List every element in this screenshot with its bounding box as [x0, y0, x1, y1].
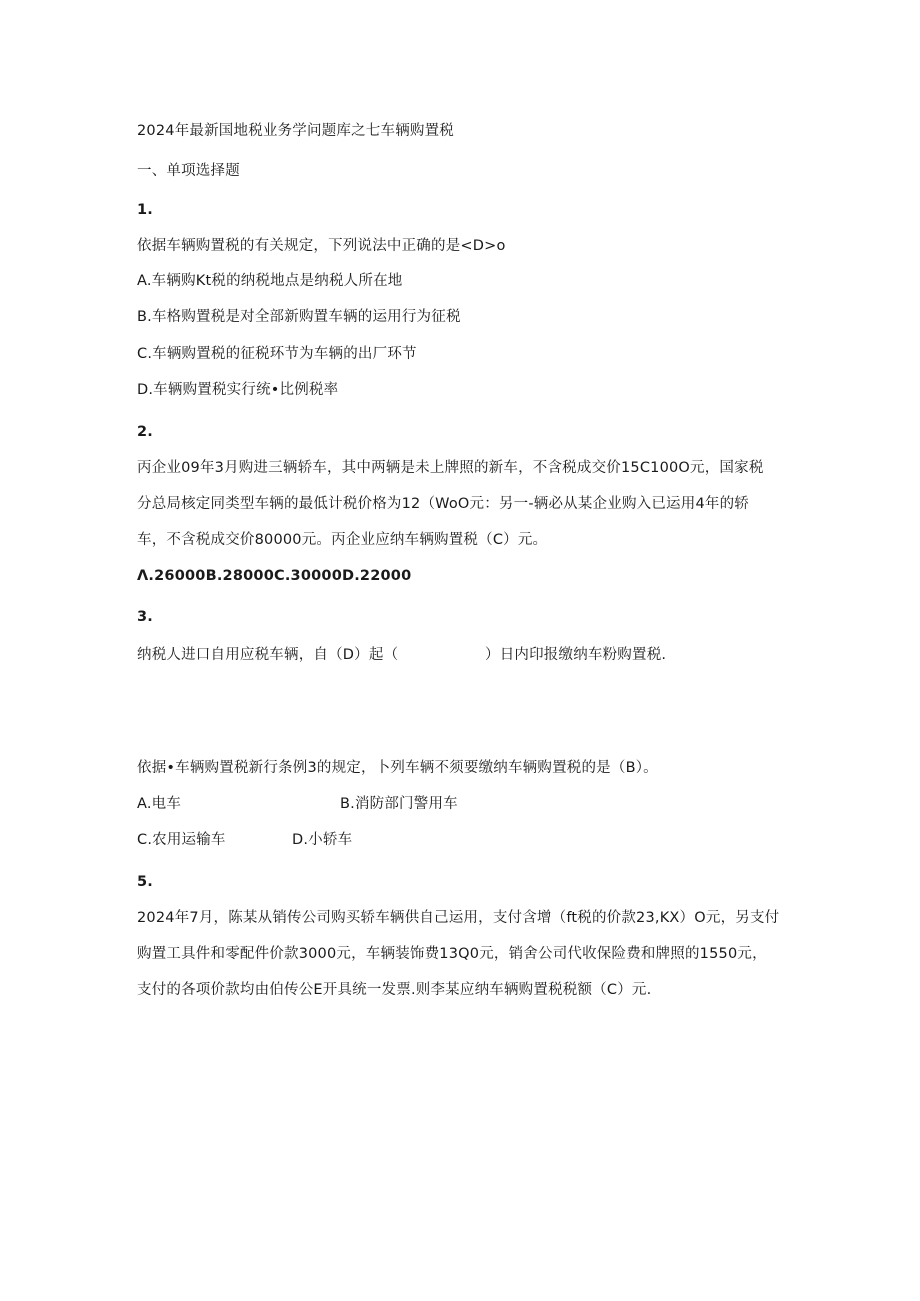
- question-stem: 依据•车辆购置税新行条例3的规定，卜列车辆不须要缴纳车辆购置税的是（B）。: [137, 760, 658, 776]
- question-stem-left: 纳税人进口自用应税车辆，自（D）起（: [137, 647, 399, 663]
- question-stem-line: 车，不含税成交价80000元。丙企业应纳车辆购置税（C）元。: [137, 532, 548, 548]
- answer-option: B.消防部门警用车: [340, 796, 458, 812]
- question-stem-line: 丙企业09年3月购进三辆轿车，其中两辆是未上牌照的新车，不含税成交价15C100O元，国家税: [137, 460, 764, 476]
- answer-options-line: Λ.26000B.28000C.30000D.22000: [137, 568, 412, 584]
- answer-option: D.车辆购置税实行统•比例税率: [137, 382, 339, 398]
- question-number: 5.: [137, 874, 153, 890]
- question-number: 2.: [137, 424, 153, 440]
- question-stem: [137, 645, 667, 665]
- question-stem: 依据车辆购置税的有关规定，下列说法中正确的是<D>o: [137, 238, 506, 254]
- question-stem-line: 支付的各项价款均由伯传公E开具统一发票.则李某应纳车辆购置税税额（C）元.: [137, 982, 652, 998]
- question-number: 3.: [137, 609, 153, 625]
- question-stem-line: 分总局核定同类型车辆的最低计税价格为12（WoO元：另一-辆必从某企业购入已运用4年的轿: [137, 496, 749, 512]
- answer-options-row: [137, 794, 458, 814]
- answer-option: A.电车: [137, 796, 182, 812]
- section-heading: 一、单项选择题: [137, 163, 240, 179]
- answer-option: B.车格购置税是对全部新购置车辆的运用行为征税: [137, 309, 461, 325]
- question-stem-line: 2024年7月，陈某从销传公司购买轿车辆供自己运用，支付含增（ft税的价款23,KX）O元，另支付: [137, 910, 780, 926]
- answer-options-row: [137, 830, 353, 850]
- answer-option: C.车辆购置税的征税环节为车辆的出厂环节: [137, 346, 417, 362]
- question-stem-right: ）日内印报缴纳车粉购置税.: [485, 647, 667, 663]
- answer-option: A.车辆购Kt税的纳税地点是纳税人所在地: [137, 273, 403, 289]
- document-title: 2024年最新国地税业务学问题库之七车辆购置税: [137, 123, 454, 139]
- question-stem-line: 购置工具件和零配件价款3000元，车辆装饰费13Q0元，销舍公司代收保险费和牌照的1550元，: [137, 946, 767, 962]
- answer-option: C.农用运输车: [137, 832, 226, 848]
- answer-option: D.小轿车: [292, 832, 353, 848]
- question-number: 1.: [137, 202, 153, 218]
